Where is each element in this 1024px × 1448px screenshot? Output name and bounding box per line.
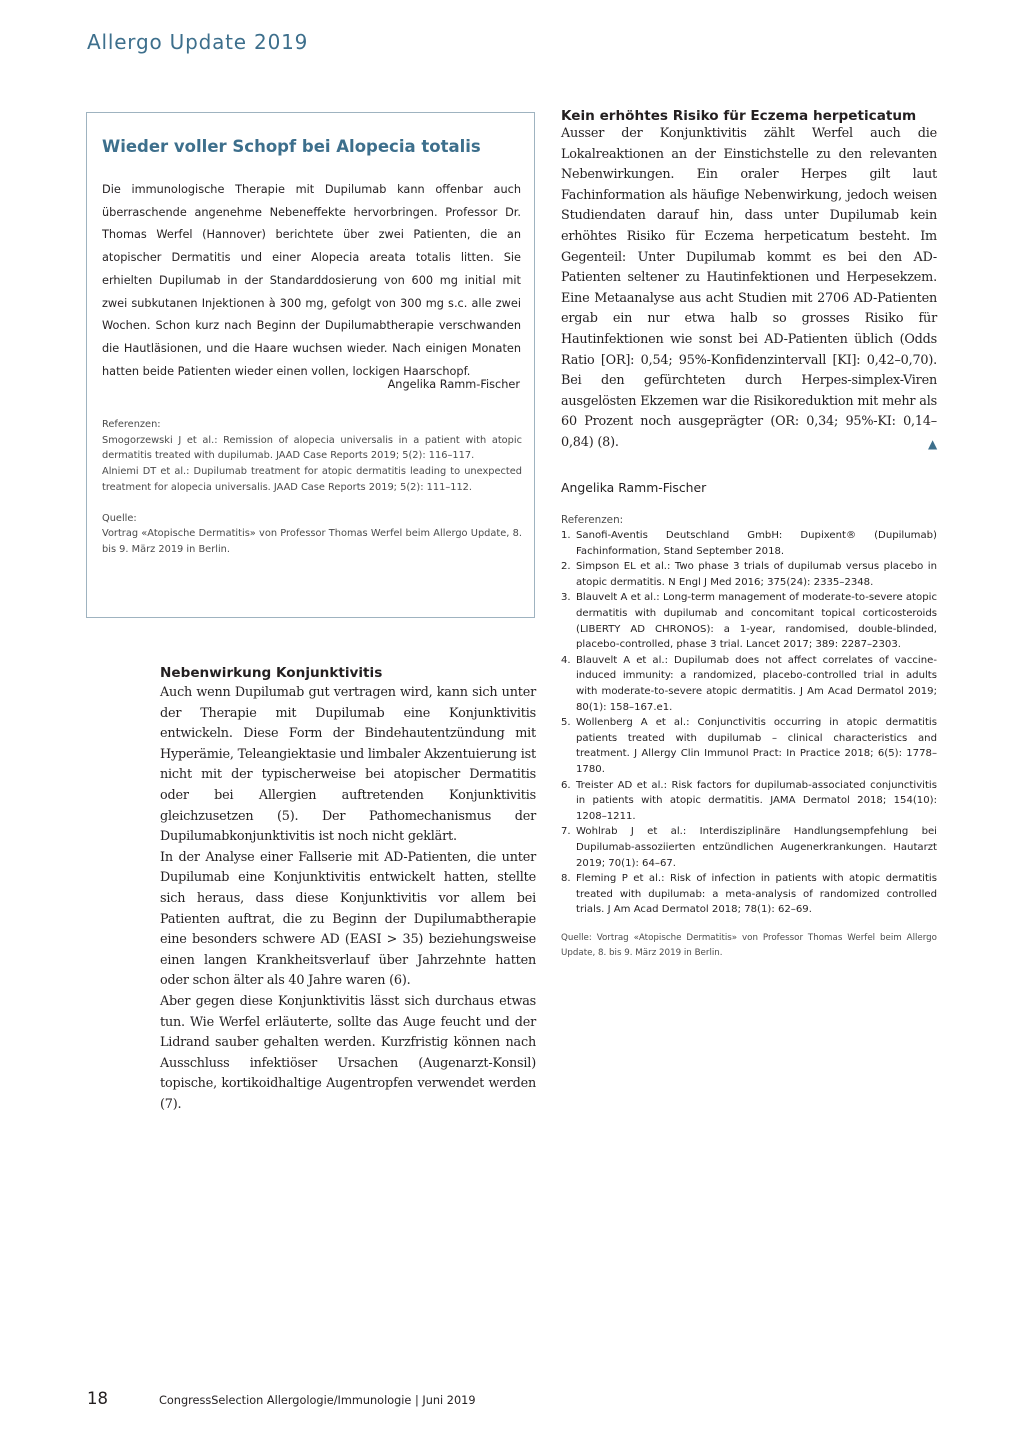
reference-text: Sanofi-Aventis Deutschland GmbH: Dupixent® (Dupilumab) Fachinformation, Stand September 2018.: [576, 530, 937, 557]
end-of-article-icon: ▲: [927, 436, 937, 451]
section-heading-eczema: Kein erhöhtes Risiko für Eczema herpeticatum: [561, 108, 917, 124]
reference-item: [561, 590, 937, 652]
reference-item: [561, 559, 937, 590]
reference-text: Simpson EL et al.: Two phase 3 trials of dupilumab versus placebo in atopic dermatitis. N Engl J Med 2016; 375(24): 2335–2348.: [576, 561, 937, 588]
box-body-text: Die immunologische Therapie mit Dupilumab kann offenbar auch überraschende angenehme Nebeneffekte hervorbringen. Professor Dr. Thomas Werfel (Hannover) berichtete über zwei Patienten, die an atopischer Dermatitis und einer Alopecia areata totalis litten. Sie erhielten Dupilumab in der Standarddosierung von 600 mg initial mit zwei subkutanen Injektionen à 300 mg, gefolgt von 300 mg s.c. alle zwei Wochen. Schon kurz nach Beginn der Dupilumabtherapie verschwanden die Hautläsionen, und die Haare wuchsen wieder. Nach einigen Monaten hatten beide Patienten wieder einen vollen, lockigen Haarschopf.: [102, 183, 521, 378]
source-note: Quelle: Vortrag «Atopische Dermatitis» von Professor Thomas Werfel beim Allergo Update, 8. bis 9. März 2019 in Berlin.: [561, 932, 937, 959]
reference-text: Blauvelt A et al.: Long-term management of moderate-to-severe atopic dermatitis with dupilumab and concomitant topical corticosteroids (LIBERTY AD CHRONOS): a 1-year, randomised, double-blinded, placebo-controlled, phase 3 trial. Lancet 2017; 389: 2287–2303.: [576, 592, 937, 651]
reference-number: 8.: [561, 873, 571, 885]
references-list: [561, 528, 937, 918]
reference-text: Wollenberg A et al.: Conjunctivitis occurring in atopic dermatitis patients treated with dupilumab – clinical characteristics and treatment. J Allergy Clin Immunol Pract: In Practice 2018; 6(5): 1778–1780.: [576, 717, 937, 775]
box-references: [102, 417, 522, 558]
references-label: Referenzen:: [561, 513, 624, 526]
reference-number: 6.: [561, 779, 571, 791]
publication-footer: CongressSelection Allergologie/Immunologie | Juni 2019: [159, 1394, 476, 1407]
reference-number: 1.: [561, 530, 571, 542]
article-author: Angelika Ramm-Fischer: [561, 479, 707, 495]
box-references-label: Referenzen:: [102, 419, 161, 430]
reference-number: 3.: [561, 592, 571, 604]
running-title: Allergo Update 2019: [87, 30, 309, 54]
body-paragraph: Auch wenn Dupilumab gut vertragen wird, kann sich unter der Therapie mit Dupilumab eine Konjunktivitis entwickeln. Diese Form der Bindehautentzündung mit Hyperämie, Teleangiektasie und limbaler Akzentuierung ist nicht mit der typischerweise bei atopischer Dermatitis oder bei Allergien auftretenden Konjunktivitis gleichzusetzen (5). Der Pathomechanismus der Dupilumabkonjunktivitis ist noch nicht geklärt.: [160, 685, 536, 845]
box-reference-item: Smogorzewski J et al.: Remission of alopecia universalis in a patient with atopic dermatitis treated with dupilumab. JAAD Case Reports 2019; 5(2): 116–117.: [102, 434, 522, 462]
reference-item: [561, 778, 937, 825]
box-author: Angelika Ramm-Fischer: [387, 378, 520, 391]
reference-number: 2.: [561, 561, 571, 573]
left-article-column: [160, 665, 536, 1115]
box-source-text: Vortrag «Atopische Dermatitis» von Professor Thomas Werfel beim Allergo Update, 8. bis 9. März 2019 in Berlin.: [102, 528, 522, 555]
reference-item: [561, 715, 937, 777]
reference-number: 4.: [561, 654, 571, 666]
reference-text: Fleming P et al.: Risk of infection in patients with atopic dermatitis treated with dupilumab: a meta-analysis of randomized controlled trials. J Am Acad Dermatol 2018; 78(1): 62–69.: [576, 873, 937, 916]
reference-text: Wohlrab J et al.: Interdisziplinäre Handlungsempfehlung bei Dupilumab-assoziierten entzündlichen Augenerkrankungen. Hautarzt 2019; 70(1): 64–67.: [576, 826, 937, 869]
sidebar-box: [86, 112, 535, 618]
reference-number: 7.: [561, 826, 571, 838]
body-paragraph: Aber gegen diese Konjunktivitis lässt sich durchaus etwas tun. Wie Werfel erläuterte, sollte das Auge feucht und der Lidrand sauber gehalten werden. Kurzfristig können nach Ausschluss infektiöser Ursachen (Augenarzt-Konsil) topische, kortikoidhaltige Augentropfen verwendet werden (7).: [160, 993, 536, 1112]
reference-item: [561, 871, 937, 918]
reference-item: [561, 528, 937, 559]
body-paragraph: [561, 124, 937, 454]
right-article-column: [561, 108, 937, 962]
box-title: Wieder voller Schopf bei Alopecia totalis: [102, 137, 481, 156]
reference-item: [561, 653, 937, 715]
reference-item: [561, 824, 937, 871]
body-paragraph-text: Ausser der Konjunktivitis zählt Werfel auch die Lokalreaktionen an der Einstichstelle zu den relevanten Nebenwirkungen. Ein oraler Herpes gilt laut Fachinformation als häufige Nebenwirkung, jedoch weisen Studiendaten darauf hin, dass unter Dupilumab kein erhöhtes Risiko für Eczema herpeticatum besteht. Im Gegenteil: Unter Dupilumab kommt es bei den AD-Patienten seltener zu Hautinfektionen und Herpesekzem. Eine Metaanalyse aus acht Studien mit 2706 AD-Patienten ergab ein nur etwa halb so grosses Risiko für Hautinfektionen wie sonst bei AD-Patienten üblich (Odds Ratio [OR]: 0,54; 95%-Konfidenzintervall [KI]: 0,42–0,70). Bei den gefürchteten durch Herpes-simplex-Viren ausgelösten Ekzemen war die Risikoreduktion mit mehr als 60 Prozent noch ausgeprägter (OR: 0,34; 95%-KI: 0,14–0,84) (8).: [561, 126, 937, 450]
body-paragraph: In der Analyse einer Fallserie mit AD-Patienten, die unter Dupilumab eine Konjunktivitis entwickelt hatten, stellte sich heraus, dass diese Konjunktivitis vor allem bei Patienten auftrat, die zu Beginn der Dupilumabtherapie eine besonders schwere AD (EASI > 35) beziehungsweise einen langen Krankheitsverlauf über Jahrzehnte hatten oder schon älter als 40 Jahre waren (6).: [160, 849, 536, 989]
box-source-label: Quelle:: [102, 512, 137, 524]
box-reference-item: Alniemi DT et al.: Dupilumab treatment for atopic dermatitis leading to unexpected treatment for alopecia universalis. JAAD Case Reports 2019; 5(2): 111–112.: [102, 466, 522, 493]
reference-number: 5.: [561, 717, 571, 729]
section-heading-konjunktivitis: Nebenwirkung Konjunktivitis: [160, 665, 383, 681]
reference-text: Blauvelt A et al.: Dupilumab does not affect correlates of vaccine-induced immunity: a randomized, placebo-controlled trial in adults with moderate-to-severe atopic dermatitis. J Am Acad Dermatol 2019; 80(1): 158–167.e1.: [576, 654, 937, 713]
reference-text: Treister AD et al.: Risk factors for dupilumab-associated conjunctivitis in patients with atopic dermatitis. JAMA Dermatol 2018; 154(10): 1208–1211.: [576, 779, 937, 822]
page-number: 18: [87, 1389, 108, 1408]
